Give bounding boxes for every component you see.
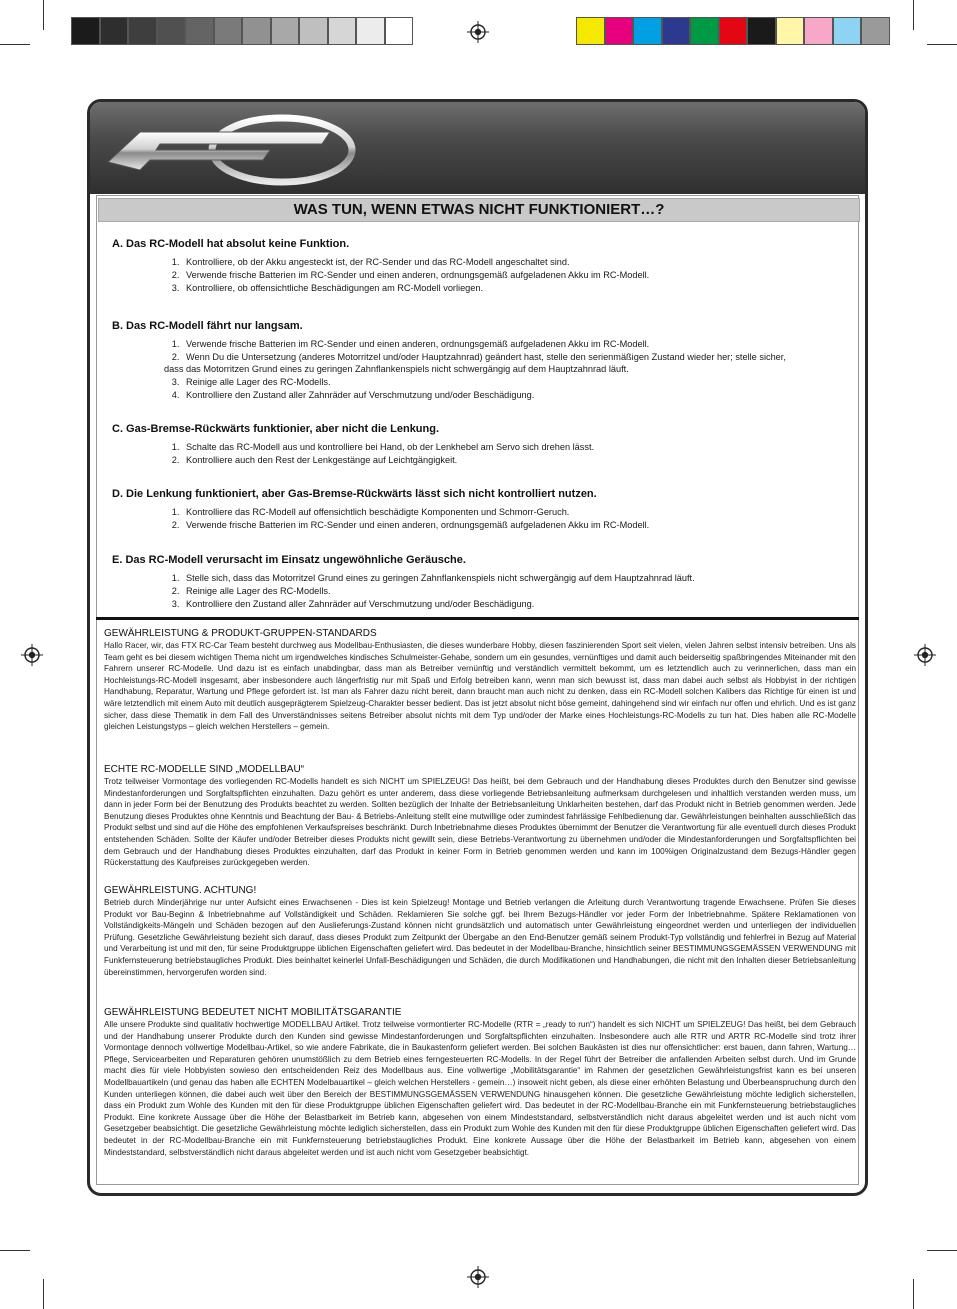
warranty-heading: GEWÄHRLEISTUNG BEDEUTET NICHT MOBILITÄTSGARANTIE bbox=[104, 1007, 402, 1018]
warranty-text: Trotz teilweiser Vormontage des vorliegenden RC-Modells handelt es sich NICHT um SPIELZEUG! Das heißt, bei dem Gebrauch und der Handhabung dieses Produktes durch den Benutzer sind gewisse Mindestanforderungen und Sorgfaltspflichten einzuhalten. Dazu gehört es unter anderem, dass diese vorliegende Betriebsanleitung aufmerksam durchgelesen und inhaltlich verstanden werden muss, um dann in jeder Form bei der Benutzung des Produkts beachtet zu werden. Sollten bezüglich der Inhalte der Betriebsanleitung Unklarheiten bestehen, darf das Produkt nicht in Betrieb genommen werden. Jede Benutzung dieses Produktes ohne Kenntnis und Beachtung der Bau- & Betriebs-Anleitung stellt eine mutwillige oder zumindest fahrlässige Fehlbedienung dar. Gewährleistungen beinhalten ausschließlich das Produkt selbst und sind auf die Höhe des empfohlenen Verkaufspreises beschränkt. Durch Inbetriebnahme dieses Produktes übernimmt der Benutzer die Verantwortung für alle eventuell durch dieses Produkt entstehenden Schäden. Sollte der Käufer und/oder Betreiber dieses Produkts nicht gewillt sein, diese Betriebs-Verantwortung zu übernehmen und/oder die Mindestanforderungen und Sorgfaltspflichten bei dem Gebrauch und der Handhabung dieses Produktes einzuhalten, darf das Produkt in keiner Form in Betrieb genommen werden und kann im 100%igen Originalzustand dem Bezugs-Händler gegen Rückerstattung des Kaufpreises zurückgegeben werden. bbox=[104, 777, 856, 868]
color-swatch bbox=[776, 17, 805, 45]
color-swatch bbox=[299, 17, 328, 45]
color-swatch bbox=[633, 17, 662, 45]
section-heading: C. Gas-Bremse-Rückwärts funktionier, aber nicht die Lenkung. bbox=[112, 423, 440, 435]
list-item: 1. Kontrolliere das RC-Modell auf offensichtlich beschädigte Komponenten und Schmorr-Geruch. bbox=[182, 506, 649, 519]
section-divider bbox=[96, 617, 859, 620]
warranty-text: Alle unsere Produkte sind qualitativ hochwertige MODELLBAU Artikel. Trotz teilweise vormontierter RC-Modelle (RTR = „ready to run“) handelt es sich NICHT um SPIELZEUG! Das heißt, bei dem Gebrauch und der Handhabung unserer Produkte durch den Kunden sind gewisse Mindestanforderungen und Sorgfaltspflichten einzuhalten. Insbesondere auch alle RTR und ARTR RC-Modelle sind trotz ihrer Vormontage dennoch vollwertige Modellbau-Artikel, so wie andere Fabrikate, die in Baukastenform geliefert werden. Bei solchen Baukästen ist dies nur offensichtlicher: erst bauen, dann fahren, Wartung… Pflege, Servicearbeiten und Reparaturen gehören unumstößlich zu dem Betrieb eines ferngesteuerten RC-Modells. In der Regel führt der Betreiber die anfallenden Arbeiten selbst durch. Und im Grunde macht dies für viele Hobbyisten sowieso den entscheidenden Reiz des Modellbaus aus. Eine vollwertige „Mobilitätsgarantie“ im Rahmen der gesetzlichen Gewährleistungsfrist kann es bei unseren Modellbauartikeln (und genau das haben alle ECHTEN Modelbauartikel – gleich welchen Herstellers - gemein…) insoweit nicht geben, als diese einer erhöhten Belastung und Überbeanspruchung durch den Kunden unterliegen können, die dabei auch weit über den Bereich der BESTIMMUNGSGEMÄSSEN VERWENDUNG hinausgehen können. Die gesetzliche Gewährleistung möchte lediglich sicherstellen, dass ein Produkt zum Wohle des Kunden mit den für diese Produktgruppe üblichen Eigenschaften geliefert wird. Das bedeutet in der RC-Modellbau-Branche ein mit Funkfernsteuerung betriebstaugliches Produkt. Eine konkrete Aussage über die Höhe der Belastbarkeit im Betrieb kann, abgesehen von einem Mindeststandard, selbstverständlich nicht daraus abgeleitet werden und ist auch nicht vom Gesetzgeber beabsichtigt. Die gesetzliche Gewährleistung möchte lediglich sicherstellen, dass ein Produkt zum Wohle des Kunden mit den für diese Produktgruppe üblichen Eigenschaften geliefert wird. Das bedeutet in der RC-Modellbau-Branche ein mit Funkfernsteuerung betriebstaugliches Produkt. Eine konkrete Aussage über die Höhe der Belastbarkeit im Betrieb kann, abgesehen von einem Mindeststandard, selbstverständlich nicht daraus abgeleitet werden und ist auch nicht vom Gesetzgeber beabsichtigt. bbox=[104, 1020, 856, 1157]
crop-mark bbox=[43, 0, 44, 30]
crop-mark bbox=[43, 1279, 44, 1309]
color-swatch bbox=[861, 17, 890, 45]
list-item: 4. Kontrolliere den Zustand aller Zahnräder auf Verschmutzung und/oder Beschädigung. bbox=[182, 389, 786, 402]
color-swatch bbox=[356, 17, 385, 45]
color-swatch bbox=[804, 17, 833, 45]
color-swatch bbox=[833, 17, 862, 45]
list-item: 1. Schalte das RC-Modell aus und kontrolliere bei Hand, ob der Lenkhebel am Servo sich drehen lässt. bbox=[182, 441, 594, 454]
color-swatch bbox=[719, 17, 748, 45]
section-heading: A. Das RC-Modell hat absolut keine Funktion. bbox=[112, 238, 350, 250]
color-swatch bbox=[242, 17, 271, 45]
crop-mark bbox=[913, 1279, 914, 1309]
list-item: 1. Verwende frische Batterien im RC-Sender und einen anderen, ordnungsgemäß aufgeladenen Akku im RC-Modell. bbox=[182, 338, 786, 351]
color-swatch bbox=[128, 17, 157, 45]
warranty-heading: GEWÄHRLEISTUNG & PRODUKT-GRUPPEN-STANDARDS bbox=[104, 628, 377, 639]
troubleshoot-section-e bbox=[112, 554, 695, 611]
color-swatch bbox=[271, 17, 300, 45]
list-item: 3. Kontrolliere, ob offensichtliche Beschädigungen am RC-Modell vorliegen. bbox=[182, 282, 649, 295]
gray-color-bar bbox=[71, 17, 413, 47]
list-item: 1. Stelle sich, dass das Motorritzel Grund eines zu geringen Zahnflankenspiels nicht schwergängig auf dem Hauptzahnrad läuft. bbox=[182, 572, 695, 585]
section-heading: E. Das RC-Modell verursacht im Einsatz ungewöhnliche Geräusche. bbox=[112, 554, 466, 566]
manual-page bbox=[87, 99, 868, 1196]
troubleshoot-section-b bbox=[112, 320, 786, 402]
list-item: 2. Wenn Du die Untersetzung (anderes Motorritzel und/oder Hauptzahnrad) geändert hast, stelle den serienmäßigen Zustand wieder her; stelle sicher, bbox=[182, 351, 786, 364]
section-heading: B. Das RC-Modell fährt nur langsam. bbox=[112, 320, 303, 332]
color-swatch bbox=[214, 17, 243, 45]
color-swatch bbox=[157, 17, 186, 45]
color-swatch bbox=[185, 17, 214, 45]
warranty-block bbox=[104, 885, 856, 978]
crop-mark bbox=[0, 1250, 30, 1251]
color-swatch bbox=[576, 17, 605, 45]
list-item: 3. Kontrolliere den Zustand aller Zahnräder auf Verschmutzung und/oder Beschädigung. bbox=[182, 598, 695, 611]
section-heading: D. Die Lenkung funktioniert, aber Gas-Bremse-Rückwärts lässt sich nicht kontrolliert nutzen. bbox=[112, 488, 597, 500]
crop-mark bbox=[0, 44, 30, 45]
list-item: 3. Reinige alle Lager des RC-Modells. bbox=[182, 376, 786, 389]
crop-mark bbox=[913, 0, 914, 30]
registration-mark-icon bbox=[914, 644, 936, 666]
header-banner bbox=[90, 102, 865, 194]
warranty-text: Hallo Racer, wir, das FTX RC-Car Team besteht durchweg aus Modellbau-Enthusiasten, die dieses wunderbare Hobby, diesen faszinierenden Sport seit vielen, vielen Jahren selbst intensiv betreiben. Uns als Team geht es bei diesem wichtigen Thema nicht um irgendwelches kindisches Schulmeister-Gehabe, sondern um ein gesundes, vernünftiges und damit auch beiderseitig spaßbringendes Miteinander mit den Fahrern unserer RC-Modelle. Und dazu ist es einfach unabdingbar, dass man als Betreiber vernünftig und verständlich vermittelt bekommt, um es letztendlich auch zu verinnerlichen, dass man ein Hochleistungs-RC-Modell insgesamt, aber insbesondere auch längerfristig nur mit Spaß und Erfolg betreiben kann, wenn man sich bewusst ist, dass man dabei auch selbst als Hobbyist in der richtigen Handhabung, Reparatur, Wartung und Pflege gefordert ist. Ist man als Fahrer dazu nicht bereit, dann braucht man auch nicht zu denken, dass ein RC-Modell solchen Kalibers das Richtige für einen ist und wäre letztendlich mit einem Auto mit deutlich ausgeprägterem Spielzeug-Charakter besser bedient. Das ist jetzt absolut nicht böse gemeint, dahingehend sind wir einfach nur offen und ehrlich. Und es ist ganz sicher, dass diese Thematik in dem Fall des Unverständnisses seitens Betreiber absolut nichts mit dem Typ und/oder der Marke eines Hochleistungs-RC-Modells zu tun hat. Dies haben alle RC-Modelle gleichen Leistungstyps – gleich welchen Herstellers – gemein. bbox=[104, 641, 856, 732]
warranty-block bbox=[104, 628, 856, 733]
registration-mark-icon bbox=[467, 1266, 489, 1288]
crop-mark bbox=[927, 1250, 957, 1251]
color-swatch bbox=[100, 17, 129, 45]
color-swatch bbox=[662, 17, 691, 45]
warranty-heading: ECHTE RC-MODELLE SIND „MODELLBAU“ bbox=[104, 764, 305, 775]
color-swatch bbox=[605, 17, 634, 45]
registration-mark-icon bbox=[467, 21, 489, 43]
registration-mark-icon bbox=[21, 644, 43, 666]
list-item-continuation: dass das Motorritzen Grund eines zu geringen Zahnflankenspiels nicht schwergängig auf dem Hauptzahnrad läuft. bbox=[164, 364, 629, 374]
color-swatch bbox=[328, 17, 357, 45]
warranty-block bbox=[104, 764, 856, 869]
troubleshoot-section-d bbox=[112, 488, 649, 532]
list-item: 2. Verwende frische Batterien im RC-Sender und einen anderen, ordnungsgemäß aufgeladenen Akku im RC-Modell. bbox=[182, 519, 649, 532]
process-color-bar bbox=[576, 17, 890, 47]
color-swatch bbox=[690, 17, 719, 45]
list-item: 2. Reinige alle Lager des RC-Modells. bbox=[182, 585, 695, 598]
troubleshoot-section-a bbox=[112, 238, 649, 295]
warranty-text: Betrieb durch Minderjährige nur unter Aufsicht eines Erwachsenen - Dies ist kein Spielzeug! Montage und Betrieb verlangen die Arleitung durch Verantwortung tragende Erwachsene. Prüfen Sie dieses Produkt vor Bau-Beginn & Inbetriebnahme auf Vollständigkeit und Schäden. Reklamieren Sie solche ggf. bei Ihrem Bezugs-Händler vor jeder Form der Inbetriebnahme. Spätere Reklamationen von Vollständigkeits-Mängeln und Schäden bezogen auf den Auslieferungs-Zustand können nicht grundsätzlich und automatisch unter Gewährleistung eingeordnet werden und unterliegen der individuellen Prüfung. Gesetzliche Gewährleistung bezieht sich darauf, dass dieses Produkt zum Zeitpunkt der Übergabe an den End-Benutzer gemäß seinem Produkt-Typ vollständig und fehlerfrei in Bezug auf Material und Verarbeitung ist und mit den, für seine Produktgruppe üblichen Eigenschaften geliefert wird. Das bedeutet in der Modellbau-Branche, hinsichtlich seiner BESTIMMUNGSGEMÄSSEN VERWENDUNG mit Funkfernsteuerung betriebstaugliches Produkt. Dies beinhaltet keinerlei Unfall-Beschädigungen und Schäden, die durch Modifikationen und Handhabungen, die nicht mit den Inhalten dieser Betriebsanleitung übereinstimmen, hervorgerufen worden sind. bbox=[104, 898, 856, 977]
crop-mark bbox=[927, 44, 957, 45]
troubleshoot-section-c bbox=[112, 423, 594, 467]
color-swatch bbox=[385, 17, 414, 45]
warranty-heading: GEWÄHRLEISTUNG. ACHTUNG! bbox=[104, 885, 257, 896]
ftx-logo-icon bbox=[100, 110, 360, 186]
list-item: 2. Kontrolliere auch den Rest der Lenkgestänge auf Leichtgängigkeit. bbox=[182, 454, 594, 467]
warranty-block bbox=[104, 1007, 856, 1158]
color-swatch bbox=[747, 17, 776, 45]
list-item: 1. Kontrolliere, ob der Akku angesteckt ist, der RC-Sender und das RC-Modell angeschaltet sind. bbox=[182, 256, 649, 269]
list-item: 2. Verwende frische Batterien im RC-Sender und einen anderen, ordnungsgemäß aufgeladenen Akku im RC-Modell. bbox=[182, 269, 649, 282]
page-title: WAS TUN, WENN ETWAS NICHT FUNKTIONIERT…? bbox=[98, 198, 860, 222]
color-swatch bbox=[71, 17, 100, 45]
